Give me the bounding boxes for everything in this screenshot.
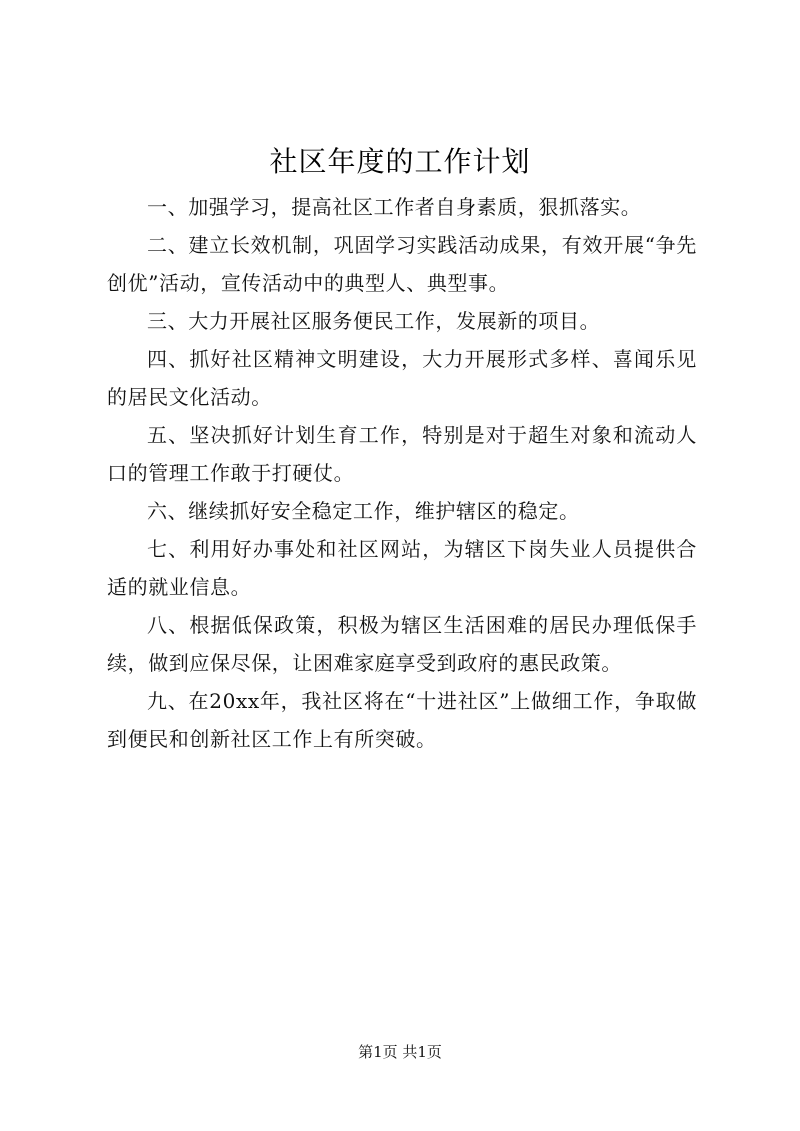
paragraph-3: 三、大力开展社区服务便民工作，发展新的项目。 [147, 309, 601, 333]
paragraph-9: 九、在20xx年，我社区将在“十进社区”上做细工作，争取做到便民和创新社区工作上有所突破。 [107, 689, 697, 751]
paragraph-4: 四、抓好社区精神文明建设，大力开展形式多样、喜闻乐见的居民文化活动。 [107, 347, 697, 409]
page-number-footer: 第1页 共1页 [358, 1043, 442, 1061]
paragraph-5: 五、坚决抓好计划生育工作，特别是对于超生对象和流动人口的管理工作敢于打硬仗。 [107, 423, 697, 485]
paragraph-2: 二、建立长效机制，巩固学习实践活动成果，有效开展“争先创优”活动，宣传活动中的典型人、典型事。 [107, 233, 697, 295]
document-body [107, 188, 697, 758]
document-title: 社区年度的工作计划 [269, 145, 531, 178]
paragraph-8: 八、根据低保政策，积极为辖区生活困难的居民办理低保手续，做到应保尽保，让困难家庭享受到政府的惠民政策。 [107, 613, 697, 675]
paragraph-7: 七、利用好办事处和社区网站，为辖区下岗失业人员提供合适的就业信息。 [107, 537, 697, 599]
paragraph-1: 一、加强学习，提高社区工作者自身素质，狠抓落实。 [147, 195, 642, 219]
paragraph-6: 六、继续抓好安全稳定工作，维护辖区的稳定。 [147, 499, 580, 523]
